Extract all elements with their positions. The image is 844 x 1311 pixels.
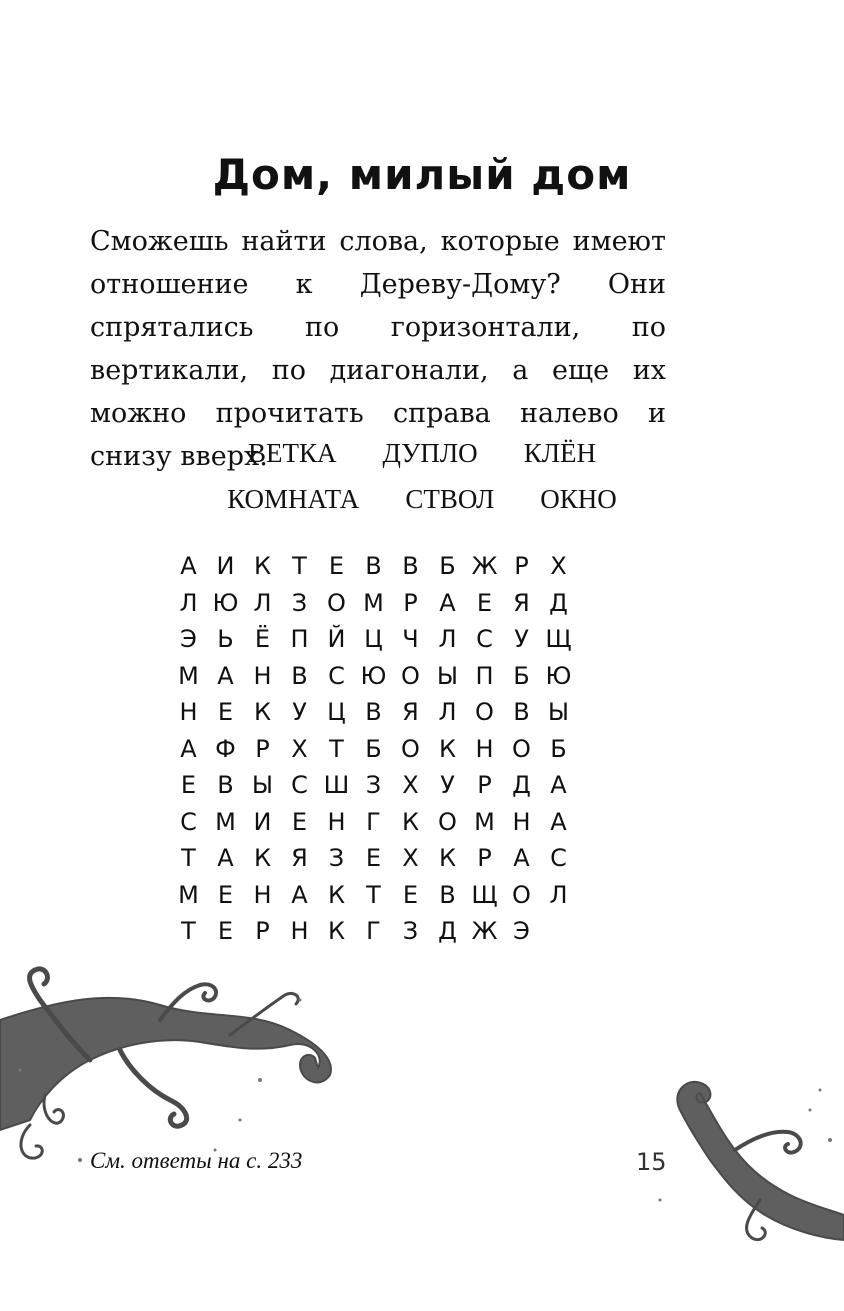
grid-letter: Ю <box>360 661 387 690</box>
grid-letter: Е <box>328 552 345 580</box>
grid-letter: М <box>363 588 384 617</box>
grid-letter: А <box>291 880 308 909</box>
grid-letter: Ш <box>323 771 350 799</box>
grid-letter: Х <box>550 552 567 580</box>
grid-letter: Р <box>403 588 418 617</box>
branch-illustration-left <box>0 960 400 1180</box>
word-item: КЛЁН <box>523 438 596 468</box>
grid-letter: К <box>253 552 272 580</box>
grid-letter: С <box>476 625 493 653</box>
grid-letter: Ц <box>327 698 346 726</box>
grid-letter: Т <box>329 734 344 763</box>
grid-letter: Р <box>255 734 270 763</box>
grid-letter: А <box>217 844 234 872</box>
word-search-grid <box>170 548 577 950</box>
grid-letter: О <box>475 698 494 726</box>
grid-letter: Е <box>217 698 234 726</box>
grid-letter: Н <box>475 734 494 763</box>
grid-letter: Ы <box>251 771 274 799</box>
grid-letter: Д <box>512 771 531 799</box>
grid-letter: К <box>253 698 272 726</box>
grid-letter: К <box>327 917 346 945</box>
grid-letter: А <box>550 771 567 799</box>
grid-letter: П <box>475 661 494 690</box>
grid-letter: О <box>401 734 420 763</box>
grid-letter: З <box>328 844 345 872</box>
grid-letter: В <box>365 552 382 580</box>
grid-letter: Ю <box>545 661 572 690</box>
page-number: 15 <box>636 1148 667 1176</box>
grid-letter: З <box>291 588 308 617</box>
grid-letter: С <box>291 771 308 799</box>
grid-letter: Щ <box>471 880 498 909</box>
grid-letter: Э <box>180 625 197 653</box>
grid-letter: М <box>178 661 199 690</box>
grid-letter: У <box>440 771 455 799</box>
grid-letter: К <box>327 880 346 909</box>
page-title: Дом, милый дом <box>212 150 632 199</box>
grid-letter: Н <box>290 917 309 945</box>
grid-letter: Ь <box>217 625 234 653</box>
grid-letter: Ж <box>471 552 498 580</box>
grid-letter: Е <box>217 880 234 909</box>
grid-letter: Л <box>438 698 457 726</box>
grid-letter: Б <box>439 552 456 580</box>
grid-letter: Ф <box>215 734 236 763</box>
grid-letter: К <box>253 844 272 872</box>
grid-letter: О <box>512 734 531 763</box>
grid-letter: З <box>365 771 382 799</box>
grid-letter: Е <box>180 771 197 799</box>
grid-letter: Л <box>179 588 198 617</box>
grid-letter: А <box>439 588 456 617</box>
grid-letter: Я <box>291 844 308 872</box>
grid-letter: А <box>180 734 197 763</box>
grid-letter: Г <box>366 807 381 836</box>
grid-letter: Т <box>181 917 196 945</box>
grid-letter: А <box>180 552 197 580</box>
grid-letter: В <box>402 552 419 580</box>
grid-letter: Н <box>179 698 198 726</box>
grid-letter: К <box>438 734 457 763</box>
grid-letter: М <box>215 807 236 836</box>
grid-letter: Ё <box>254 625 271 653</box>
grid-letter: Е <box>291 807 308 836</box>
grid-letter: З <box>402 917 419 945</box>
word-item: ДУПЛО <box>382 438 478 468</box>
grid-letter: Н <box>253 880 272 909</box>
grid-letter: Р <box>477 844 492 872</box>
grid-letter: Ы <box>436 661 459 690</box>
grid-letter: Р <box>477 771 492 799</box>
grid-letter: Е <box>217 917 234 945</box>
grid-letter: Ж <box>471 917 498 945</box>
word-item: ВЕТКА <box>247 438 337 468</box>
grid-letter: В <box>217 771 234 799</box>
grid-letter: Т <box>181 844 196 872</box>
grid-letter: О <box>512 880 531 909</box>
word-list <box>0 438 844 530</box>
grid-letter: Ч <box>402 625 419 653</box>
grid-letter: О <box>438 807 457 836</box>
grid-letter: А <box>550 807 567 836</box>
grid-letter: Л <box>438 625 457 653</box>
grid-letter: Н <box>253 661 272 690</box>
grid-letter: Х <box>291 734 308 763</box>
grid-letter: Л <box>253 588 272 617</box>
grid-letter: Б <box>513 661 530 690</box>
grid-letter: Н <box>327 807 346 836</box>
grid-letter: Т <box>292 552 307 580</box>
grid-letter: Ы <box>547 698 570 726</box>
grid-letter: Э <box>513 917 530 945</box>
grid-letter: Ц <box>364 625 383 653</box>
grid-letter: К <box>438 844 457 872</box>
grid-letter: К <box>401 807 420 836</box>
grid-letter: С <box>180 807 197 836</box>
grid-letter: Е <box>402 880 419 909</box>
grid-letter: М <box>474 807 495 836</box>
grid-letter: Й <box>327 625 346 653</box>
grid-letter: Т <box>366 880 381 909</box>
grid-letter: Е <box>365 844 382 872</box>
grid-letter: У <box>514 625 529 653</box>
word-item: КОМНАТА <box>227 484 360 514</box>
grid-letter: Я <box>402 698 419 726</box>
grid-letter: И <box>253 807 272 836</box>
grid-letter: В <box>365 698 382 726</box>
grid-letter: М <box>178 880 199 909</box>
answers-footnote: См. ответы на с. 233 <box>90 1148 303 1173</box>
grid-letter: Б <box>550 734 567 763</box>
grid-letter: А <box>217 661 234 690</box>
grid-letter: В <box>513 698 530 726</box>
grid-letter: Е <box>476 588 493 617</box>
grid-letter: Ю <box>212 588 239 617</box>
intro-paragraph: Сможешь найти слова, которые имеют отношение к Дереву-Дому? Они спрятались по горизонтали, по вертикали, по диагонали, а еще их можно прочитать справа налево и снизу вверх. <box>90 226 666 472</box>
grid-letter: О <box>327 588 346 617</box>
grid-letter: С <box>550 844 567 872</box>
grid-letter: И <box>216 552 235 580</box>
grid-letter: Х <box>402 771 419 799</box>
grid-letter: Д <box>549 588 568 617</box>
grid-letter: Г <box>366 917 381 945</box>
grid-letter: Л <box>549 880 568 909</box>
grid-letter: В <box>291 661 308 690</box>
word-row <box>0 438 844 484</box>
grid-letter: Щ <box>545 625 572 653</box>
grid-letter: А <box>513 844 530 872</box>
grid-letter: П <box>290 625 309 653</box>
grid-letter: С <box>328 661 345 690</box>
word-item: СТВОЛ <box>405 484 495 514</box>
grid-letter: Д <box>438 917 457 945</box>
grid-letter: Н <box>512 807 531 836</box>
grid-letter: Я <box>513 588 530 617</box>
grid-letter: Б <box>365 734 382 763</box>
grid-letter: У <box>292 698 307 726</box>
grid-letter: Х <box>402 844 419 872</box>
branch-illustration-right <box>640 1070 844 1250</box>
grid-letter: Р <box>514 552 529 580</box>
grid-letter: О <box>401 661 420 690</box>
word-row <box>0 484 844 530</box>
word-item: ОКНО <box>540 484 617 514</box>
grid-letter: В <box>439 880 456 909</box>
grid-letter: Р <box>255 917 270 945</box>
